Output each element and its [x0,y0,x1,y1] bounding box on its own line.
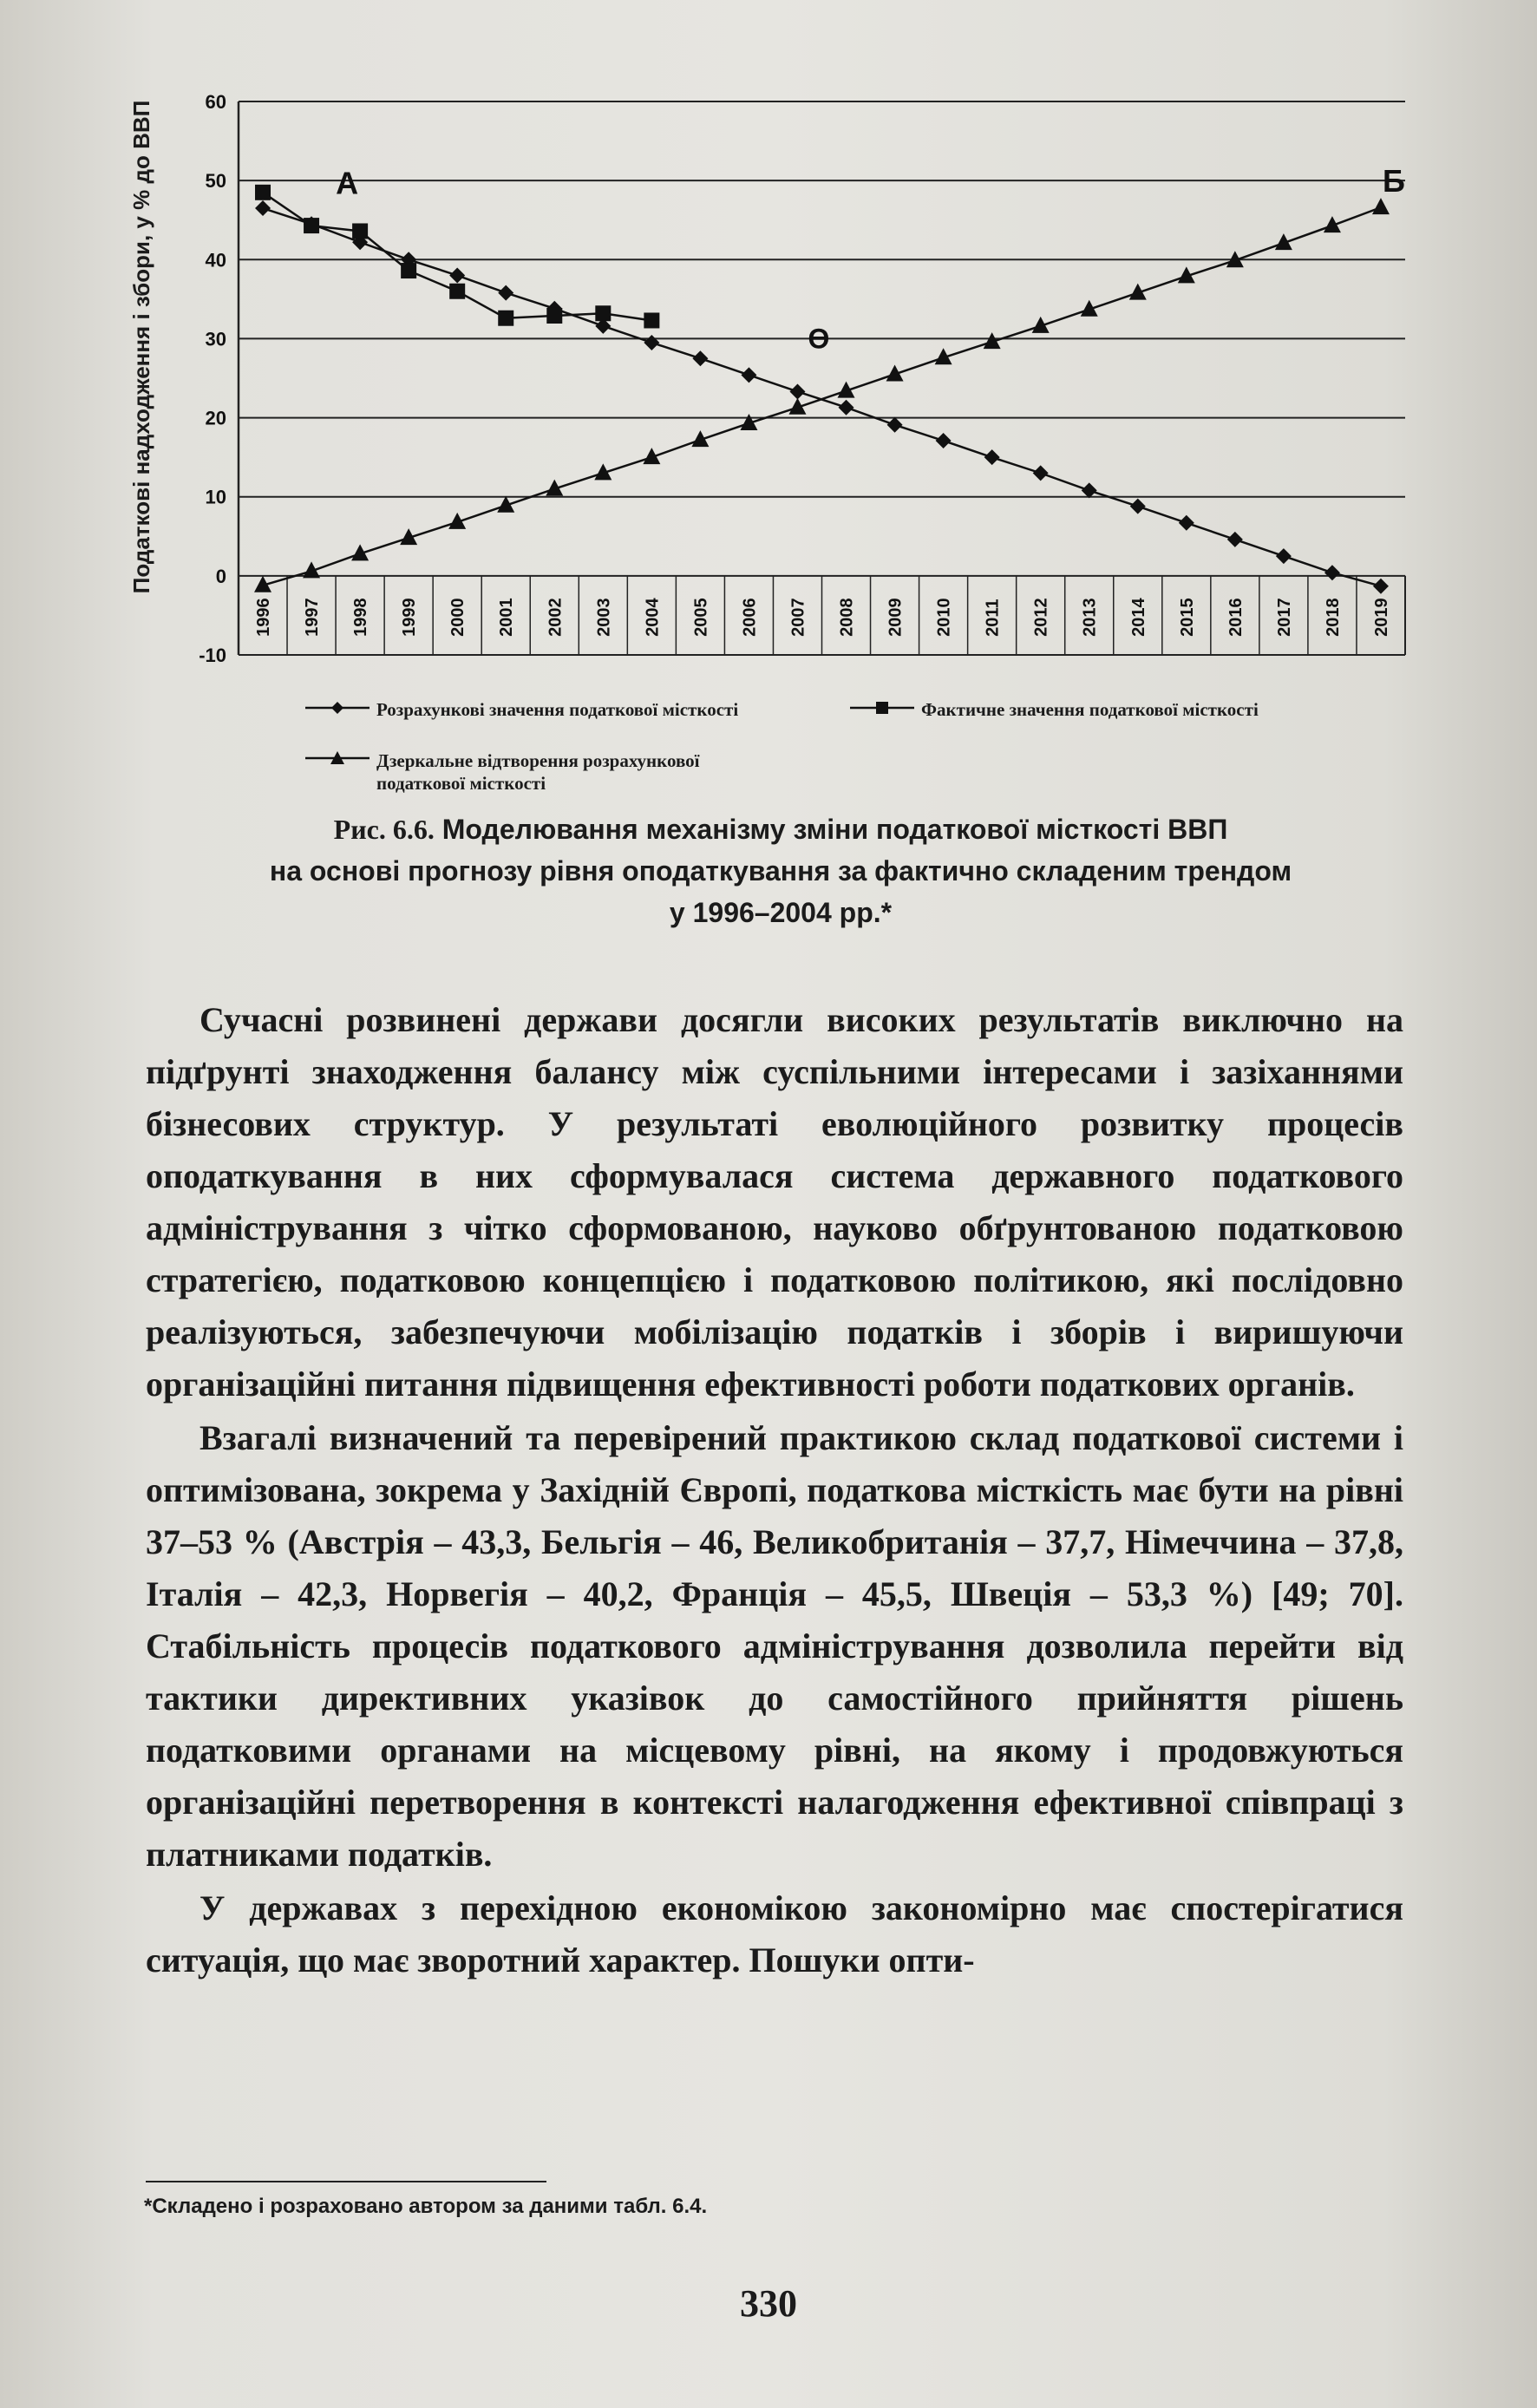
legend-triangle-icon [305,749,370,767]
x-tick-label: 2006 [740,598,760,637]
series-line [263,193,651,321]
data-point-diamond [1373,579,1389,594]
paragraph-1: Сучасні розвинені держави досягли високих результатів виключно на підґрунті знаходження балансу між суспільними інтересами і зазіханнями бізнесових структур. У результаті еволюційного розвитку процесів оподаткування в них сформувалася система державного податкового адміністрування з чітко сформованою, науково обґрунтованою податковою стратегією, податковою концепцією і податковою політикою, які послідовно реалізуються, забезпечуючи мобілізацію податків і зборів і виришуючи організаційні питання підвищення ефективності роботи податкових органів. [146,1000,1403,1404]
data-point-square [644,312,659,328]
y-tick-label: -10 [199,645,226,666]
caption-line2: на основі прогнозу рівня оподаткування за фактично складеним трендом [269,855,1292,887]
x-tick-label: 2013 [1080,598,1100,637]
x-tick-label: 2017 [1274,598,1294,637]
caption-line3: у 1996–2004 рр.* [669,897,893,928]
data-point-diamond [1227,532,1243,547]
y-tick-label: 50 [205,170,226,193]
chart-x-ticks [254,597,1391,636]
legend-label-calculated: Розрахункові значення податкової місткості [376,699,739,720]
x-tick-label: 2000 [448,598,468,637]
footnote: *Складено і розраховано автором за даними табл. 6.4. [144,2195,708,2218]
chart-y-axis-label: Податкові надходження і збори, у % до ВВП [128,100,154,594]
x-tick-label: 2016 [1226,598,1246,637]
x-tick-label: 1998 [351,598,371,637]
legend-item-mirror [305,749,699,795]
figure-caption [173,808,1388,933]
page-number: 330 [740,2282,797,2325]
data-point-square [546,308,562,324]
x-tick-label: 2011 [983,599,1003,637]
data-point-triangle [1372,198,1390,214]
chart-gridlines [239,101,1405,655]
y-tick-label: 60 [205,91,226,113]
x-tick-label: 2019 [1371,598,1391,637]
body-text [146,994,1403,1988]
x-tick-label: 2001 [497,598,517,637]
data-point-diamond [984,449,1000,465]
legend-label-mirror [376,749,699,795]
data-point-diamond [498,285,513,301]
data-point-diamond [255,200,271,216]
y-tick-label: 30 [205,328,226,350]
data-point-diamond [1130,499,1146,514]
x-tick-label: 2015 [1177,598,1197,637]
legend-label-mirror-line1: Дзеркальне відтворення розрахункової [376,750,700,771]
series-square [255,185,659,329]
y-tick-label: 10 [205,486,226,508]
tax-capacity-chart [156,82,1423,681]
y-tick-label: 20 [205,407,226,429]
chart-series [254,185,1390,594]
caption-label: Рис. 6.6. [333,814,435,845]
data-point-diamond [644,335,659,350]
annotation-b: Б [1383,162,1405,199]
data-point-diamond [449,268,465,284]
data-point-diamond [887,417,903,433]
x-tick-label: 2018 [1323,598,1343,637]
paragraph-2: Взагалі визначений та перевірений практикою склад податкової системи і оптимізована, зокрема у Західній Європі, податкова місткість має бути на рівні 37–53 % (Австрія – 43,3, Бельгія – 46, Великобританія – 37,7, Німеччина – 37,8, Італія – 42,3, Норвегія – 40,2, Франція – 45,5, Швеція – 53,3 %) [49; 70]. Стабільність процесів податкового адміністрування дозволила перейти від тактики директивних указівок до самостійного прийняття рішень податковими органами на місцевому рівні, на якому і продовжуються організаційні перетворення в контексті налагодження ефективної співпраці з платниками податків. [146,1418,1403,1874]
legend-item-calculated [305,699,738,721]
x-tick-label: 2002 [546,598,566,637]
series-line [263,208,1381,586]
data-point-diamond [936,433,952,448]
annotation-o: Ө [808,323,830,355]
data-point-square [595,305,611,321]
x-tick-label: 2012 [1031,598,1051,637]
data-point-square [498,311,513,326]
legend-diamond-icon [305,699,370,717]
legend-label-actual: Фактичне значення податкової місткості [921,699,1259,720]
y-tick-label: 40 [205,249,226,272]
data-point-diamond [839,400,854,416]
data-point-diamond [1276,548,1292,564]
caption-line1: Моделювання механізму зміни податкової місткості ВВП [441,814,1228,845]
series-line [263,207,1381,586]
chart-annotations [336,163,1405,354]
x-tick-label: 2003 [594,598,614,637]
x-tick-label: 2010 [934,598,954,637]
x-tick-label: 2005 [691,598,711,637]
data-point-square [352,223,368,239]
y-tick-label: 0 [215,565,226,587]
data-point-square [304,218,319,233]
data-point-diamond [789,383,805,399]
legend-item-actual [850,699,1259,721]
x-tick-label: 2008 [837,598,857,637]
x-tick-label: 1996 [254,598,274,637]
data-point-diamond [741,367,756,383]
data-point-diamond [1179,515,1194,531]
x-tick-label: 1999 [400,598,420,637]
legend-square-icon [850,699,914,717]
paragraph-3: У державах з перехідною економікою закономірно має спостерігатися ситуація, що має зворотний характер. Пошуки опти- [146,1888,1403,1979]
legend-label-mirror-line2: податкової місткості [376,773,546,794]
data-point-square [255,185,271,200]
x-tick-label: 1997 [303,598,323,637]
data-point-diamond [1324,565,1340,580]
annotation-a: А [336,165,359,201]
x-tick-label: 2014 [1128,598,1148,637]
data-point-diamond [692,350,708,366]
x-tick-label: 2007 [788,598,808,637]
data-point-square [449,284,465,299]
x-tick-label: 2009 [886,598,906,637]
footnote-divider [146,2181,546,2182]
x-tick-label: 2004 [643,598,663,637]
data-point-diamond [1033,465,1049,481]
data-point-square [401,263,416,278]
chart-y-ticks [199,91,226,666]
